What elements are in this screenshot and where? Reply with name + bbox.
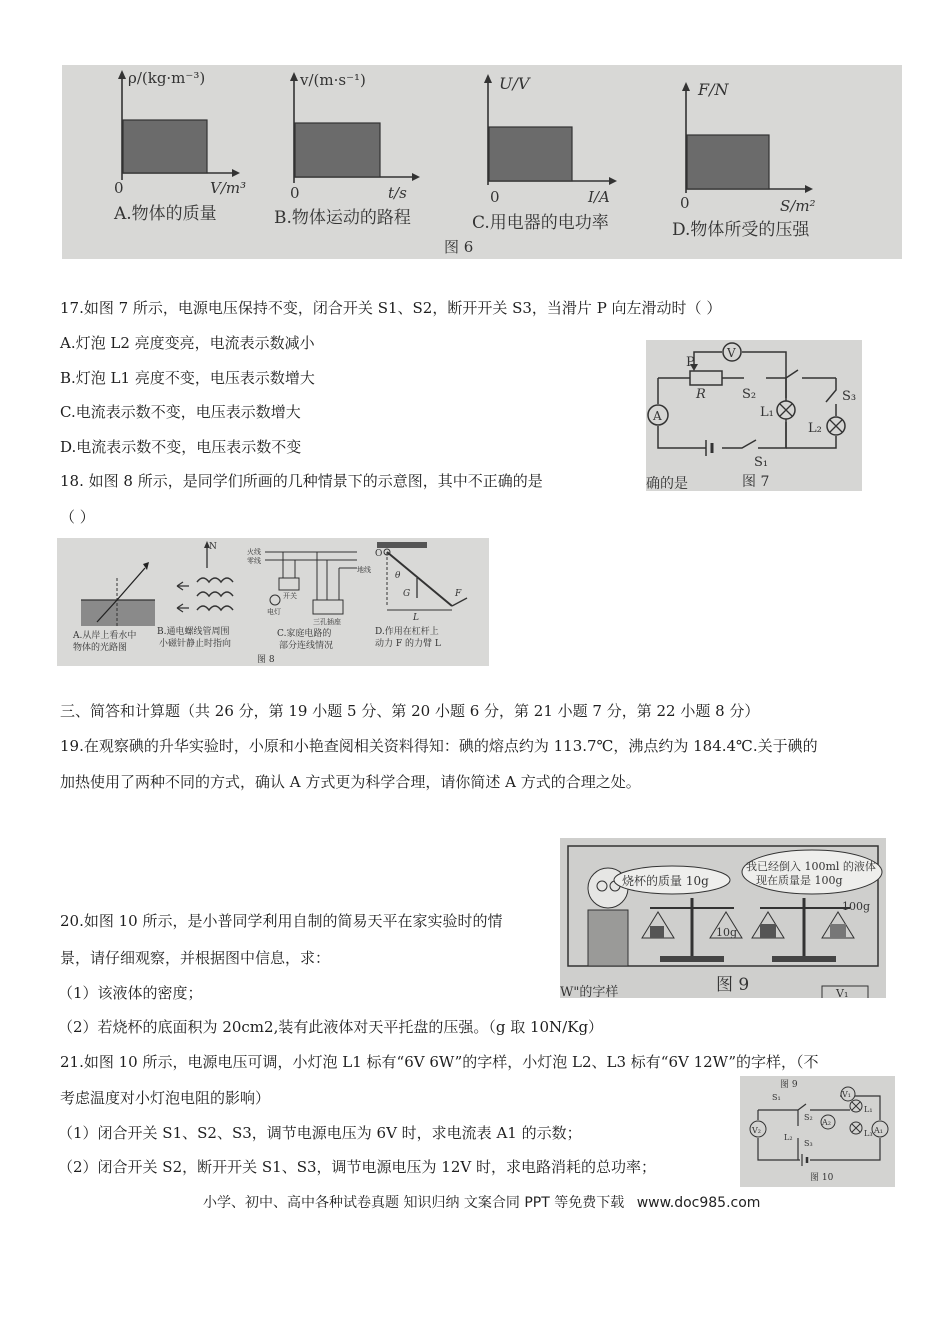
fig7-label-p: P	[686, 355, 695, 370]
fig9-person-body	[588, 910, 628, 966]
fig8-label-l: L	[413, 613, 419, 623]
fig8-caption-c1: C.家庭电路的	[277, 629, 332, 639]
graph-b-caption: B.物体运动的路程	[274, 208, 411, 228]
fig7-cut-text: 确的是	[646, 476, 688, 491]
fig7-wires	[658, 370, 836, 448]
graph-b-origin: 0	[290, 184, 300, 202]
graph-a-y-arrow	[118, 70, 126, 79]
fig8-label-socket: 三孔插座	[313, 618, 341, 626]
graph-a-shaded-area	[123, 120, 207, 173]
fig10-label-l3: L₃	[864, 1129, 873, 1138]
fig8-label-o: O	[375, 549, 383, 559]
fig8-caption-b2: 小磁针静止时指向	[159, 639, 232, 649]
fig9-cut-text: W"的字样	[560, 985, 619, 998]
fig10-label-a1: A₁	[874, 1126, 883, 1135]
graph-d-xlabel: S/m²	[780, 197, 816, 215]
fig10-label-l2: L₂	[784, 1133, 793, 1142]
graph-c-caption: C.用电器的电功率	[472, 213, 609, 233]
q20-sub-1: （1）该液体的密度；	[58, 984, 203, 1002]
figure-10-photo	[740, 1076, 895, 1187]
figure-9-photo	[560, 838, 886, 998]
graph-c-xlabel: I/A	[588, 188, 610, 206]
graph-b-xlabel: t/s	[388, 184, 407, 202]
fig9-weight-1: 10g	[716, 926, 738, 939]
fig10-label-v1: V₁	[842, 1090, 851, 1099]
fig8-house-wires	[265, 552, 357, 600]
figure-10-circuit	[740, 1076, 895, 1187]
graph-d-caption: D.物体所受的压强	[672, 220, 810, 240]
fig8-label-ground: 地线	[357, 566, 371, 574]
fig10-label-s3: S₃	[804, 1139, 813, 1148]
footer-url[interactable]: www.doc985.com	[636, 1195, 761, 1211]
figure-7-circuit	[646, 340, 862, 491]
figure-6-photo	[62, 65, 902, 259]
graph-a-xlabel: V/m³	[210, 179, 247, 197]
q21-sub-1: （1）闭合开关 S1、S2、S3，调节电源电压为 6V 时，求电流表 A1 的示数；	[58, 1124, 582, 1142]
fig8-caption-a1: A.从岸上看水中	[73, 631, 137, 641]
fig8-label-f: F	[455, 589, 462, 599]
fig10-caption: 图 10	[810, 1173, 834, 1183]
fig8-label-switch: 开关	[283, 592, 297, 600]
graph-c-ylabel: U/V	[499, 74, 530, 93]
graph-c-x-arrow	[609, 177, 617, 185]
figure-6-graphs	[62, 65, 902, 259]
fig8-label-theta: θ	[395, 571, 401, 581]
graph-a-origin: 0	[114, 179, 124, 197]
graph-b-x-arrow	[412, 173, 420, 181]
q18-stem: 18. 如图 8 所示，是同学们所画的几种情景下的示意图，其中不正确的是	[60, 472, 543, 490]
fig8-coil	[197, 578, 233, 610]
fig9-caption: 图 9	[716, 975, 750, 995]
fig9-balance-2-base	[772, 956, 836, 962]
section-3-heading: 三、简答和计算题（共 26 分，第 19 小题 5 分、第 20 小题 6 分，第 21 小题 7 分，第 22 小题 8 分）	[60, 702, 760, 720]
q19-line-2: 加热使用了两种不同的方式，确认 A 方式更为科学合理，请你简述 A 方式的合理之处。	[60, 773, 641, 791]
graph-c-y-arrow	[484, 74, 492, 83]
fig9-weight-2: 100g	[842, 900, 871, 913]
q21-line-1: 21.如图 10 所示，电源电压可调，小灯泡 L1 标有“6V 6W”的字样，小灯泡 L2、L3 标有“6V 12W”的字样，（不	[60, 1053, 819, 1071]
fig9-beaker-1	[650, 926, 664, 938]
fig8-label-neutral: 零线	[247, 557, 261, 565]
figure-9-cartoon	[560, 838, 886, 998]
graph-d-origin: 0	[680, 194, 690, 212]
graph-a	[113, 69, 246, 224]
fig8-label-n: N	[209, 542, 217, 552]
fig8-label-lamp: 电灯	[267, 608, 281, 616]
graph-d-y-arrow	[682, 82, 690, 91]
fig7-label-a: A	[653, 409, 662, 423]
fig8-caption-d1: D.作用在杠杆上	[375, 627, 439, 637]
figure-7-photo	[646, 340, 862, 491]
fig8-label-g: G	[403, 589, 411, 599]
graph-a-caption: A.物体的质量	[114, 204, 217, 224]
graph-b	[274, 71, 420, 228]
footer-description: 小学、初中、高中各种试卷真题 知识归纳 文案合同 PPT 等免费下载	[203, 1195, 625, 1211]
graph-c	[472, 74, 617, 233]
graph-b-ylabel: v/(m·s⁻¹)	[300, 71, 366, 89]
fig9-weight-block	[830, 924, 846, 938]
figure-8-scenes	[57, 538, 489, 666]
fig10-top-label: 图 9	[780, 1080, 798, 1090]
fig10-label-l1: L₁	[864, 1105, 873, 1114]
fig8-ceiling	[377, 542, 427, 548]
graph-b-shaded-area	[295, 123, 380, 177]
fig8-lamp-icon	[270, 595, 280, 605]
fig7-label-v: V	[727, 346, 736, 360]
figure-6-caption: 图 6	[444, 238, 474, 256]
fig8-label-live: 火线	[247, 548, 261, 556]
q21-line-2: 考虑温度对小灯泡电阻的影响）	[60, 1089, 271, 1107]
fig7-caption: 图 7	[742, 474, 770, 490]
fig7-resistor	[690, 371, 722, 385]
graph-c-shaded-area	[489, 127, 572, 181]
graph-d-shaded-area	[687, 135, 769, 189]
fig8-caption-c2: 部分连线情况	[279, 641, 334, 651]
fig7-label-l1: L₁	[760, 405, 774, 420]
figure-8-photo	[57, 538, 489, 666]
fig8-socket	[313, 600, 343, 614]
graph-a-ylabel: ρ/(kg·m⁻³)	[128, 69, 206, 87]
fig9-bubble-2-line2: 现在质量是 100g	[756, 874, 843, 887]
fig9-bubble-1-text: 烧杯的质量 10g	[622, 874, 709, 888]
q17-option-b: B.灯泡 L1 亮度不变，电压表示数增大	[60, 369, 315, 387]
graph-d-ylabel: F/N	[698, 80, 729, 99]
q18-paren: （ ）	[60, 508, 95, 526]
q17-option-d: D.电流表示数不变，电压表示数不变	[60, 438, 302, 456]
footer-text	[203, 1192, 760, 1212]
fig7-label-s3: S₃	[842, 389, 857, 404]
fig7-label-l2: L₂	[808, 421, 822, 436]
fig7-label-s1: S₁	[754, 455, 769, 470]
fig8-caption-b1: B.通电螺线管周围	[157, 627, 230, 637]
q17-option-c: C.电流表示数不变，电压表示数增大	[60, 403, 301, 421]
graph-d	[672, 80, 816, 240]
fig8-water	[81, 600, 155, 626]
fig8-switch-box	[279, 578, 299, 590]
q20-line-2: 景，请仔细观察，并根据图中信息，求：	[60, 949, 331, 967]
q21-sub-2: （2）闭合开关 S2，断开开关 S1、S3，调节电源电压为 12V 时，求电路消耗的总功率；	[58, 1158, 656, 1176]
fig10-label-s2: S₂	[804, 1113, 813, 1122]
fig9-bubble-2-line1: 我已经倒入 100ml 的液体	[746, 860, 876, 873]
graph-b-y-arrow	[290, 72, 298, 81]
fig9-balance-1-base	[660, 956, 724, 962]
q17-option-a: A.灯泡 L2 亮度变亮，电流表示数减小	[60, 334, 315, 352]
fig9-cut-meter: V₁	[836, 987, 849, 998]
fig10-label-a2: A₂	[822, 1118, 831, 1127]
q20-sub-2: （2）若烧杯的底面积为 20cm2,装有此液体对天平托盘的压强。（g 取 10N/Kg）	[58, 1018, 604, 1036]
fig8-field-arrows	[177, 582, 189, 612]
graph-a-x-arrow	[232, 169, 240, 177]
fig8-caption-d2: 动力 F 的力臂 L	[375, 639, 441, 649]
graph-d-x-arrow	[805, 185, 813, 193]
fig8-caption: 图 8	[257, 655, 275, 665]
fig8-caption-a2: 物体的光路图	[73, 643, 128, 653]
q19-line-1: 19.在观察碘的升华实验时，小原和小艳查阅相关资料得知：碘的熔点约为 113.7℃，沸点约为 184.4℃.关于碘的	[60, 737, 818, 755]
fig10-label-v2: V₂	[752, 1126, 761, 1135]
q20-line-1: 20.如图 10 所示，是小普同学利用自制的简易天平在家实验时的情	[60, 912, 503, 930]
fig9-beaker-2	[760, 924, 776, 938]
fig7-label-r: R	[696, 387, 706, 402]
fig8-force	[452, 598, 467, 606]
fig10-label-s1: S₁	[772, 1093, 781, 1102]
fig7-label-s2: S₂	[742, 387, 757, 402]
graph-c-origin: 0	[490, 188, 500, 206]
q17-stem: 17.如图 7 所示，电源电压保持不变，闭合开关 S1、S2，断开开关 S3，当滑片 P 向左滑动时（ ）	[60, 299, 722, 317]
